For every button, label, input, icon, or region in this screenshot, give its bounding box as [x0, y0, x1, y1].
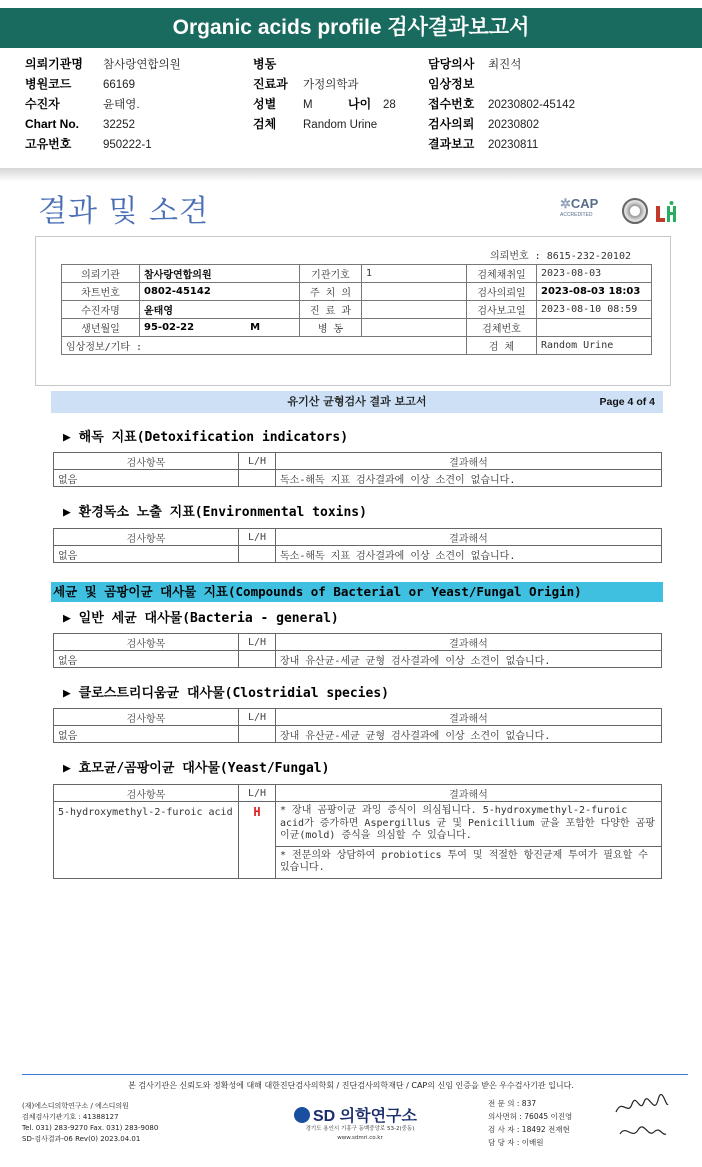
chart-label: Chart No.: [25, 117, 79, 131]
item-cell: 없음: [54, 546, 239, 563]
cell-value: [362, 283, 467, 301]
receipt-label: 접수번호: [428, 97, 475, 111]
col-header-item: 검사항목: [54, 529, 239, 546]
table-row: [54, 651, 662, 668]
patient-info-mid: [253, 55, 396, 135]
cell-value: [537, 319, 652, 337]
table-row: [62, 265, 652, 283]
cell-value: 1: [362, 265, 467, 283]
signer-line: 검 사 자 : 18492 전재현: [488, 1125, 570, 1134]
table-row: [54, 529, 662, 546]
bacteria-table: [53, 633, 662, 668]
footer-org: (재)에스디의학연구소 / 에스디의원: [22, 1102, 129, 1110]
clinical-cell: 임상정보/기타 :: [62, 337, 467, 355]
report-date-label: 결과보고: [428, 137, 475, 151]
item-cell: 없음: [54, 651, 239, 668]
cell-value: 윤태영: [140, 301, 300, 319]
table-row: [54, 802, 662, 847]
table-row: [62, 301, 652, 319]
table-row: [62, 337, 652, 355]
table-row: [54, 709, 662, 726]
doctor-value: 최진석: [488, 59, 522, 71]
recipient-value: 윤태영.: [103, 99, 140, 111]
cell-label: 주 치 의: [300, 283, 362, 301]
birth-date: 95-02-22: [144, 322, 195, 333]
interp-cell: 장내 유산균-세균 균형 검사결과에 이상 소견이 없습니다.: [276, 726, 662, 743]
cell-label: 의뢰기관: [62, 265, 140, 283]
cell-value: Random Urine: [537, 337, 652, 355]
col-header-lh: L/H: [239, 709, 276, 726]
cell-value: [362, 319, 467, 337]
col-header-interp: 결과해석: [276, 529, 662, 546]
sheet-sex: M: [250, 322, 261, 333]
doctor-label: 담당의사: [428, 57, 475, 71]
table-row: [62, 283, 652, 301]
cell-value: [362, 301, 467, 319]
cell-value: 2023-08-10 08:59: [537, 301, 652, 319]
unique-value: 950222-1: [103, 139, 152, 151]
cell-value: [140, 319, 300, 337]
cell-label: 병 동: [300, 319, 362, 337]
cell-label: 검 체: [467, 337, 537, 355]
cell-value: 0802-45142: [140, 283, 300, 301]
sd-logo-text: SD 의학연구소: [313, 1108, 417, 1125]
sex-value: M: [303, 99, 313, 111]
col-header-item: 검사항목: [54, 709, 239, 726]
signer-line: 담 당 자 : 이배원: [488, 1138, 544, 1147]
signer-line: 전 문 의 : 837: [488, 1099, 537, 1108]
col-header-lh: L/H: [239, 634, 276, 651]
chart-value: 32252: [103, 119, 135, 131]
interp-cell: * 장내 곰팡이균 과잉 증식이 의심됩니다. 5-hydroxymethyl-2-furoic acid가 증가하면 Aspergillus 균 및 Penicillium 균을 포함한 다양한 곰팡이균(mold) 증식을 의심할 수 있습니다.: [276, 802, 662, 847]
dept-value: 가정의학과: [303, 79, 359, 91]
col-header-item: 검사항목: [54, 785, 239, 802]
patient-info-right: [428, 55, 575, 155]
cell-value: 2023-08-03 18:03: [537, 283, 652, 301]
interp-cell: * 전문의와 상담하여 probiotics 투여 및 적절한 항진균제 투여가 필요할 수 있습니다.: [276, 846, 662, 878]
table-row: [54, 634, 662, 651]
col-header-lh: L/H: [239, 453, 276, 470]
iso-seal-icon: [622, 198, 648, 224]
interp-cell: 독소-해독 지표 검사결과에 이상 소견이 없습니다.: [276, 546, 662, 563]
section-bacteria: ▶ 일반 세균 대사물(Bacteria - general): [63, 611, 339, 626]
request-date-label: 검사의뢰: [428, 117, 475, 131]
section-detox: ▶ 해독 지표(Detoxification indicators): [63, 430, 349, 445]
hospital-code-value: 66169: [103, 79, 135, 91]
cell-value: 2023-08-03: [537, 265, 652, 283]
website-line: www.sdmri.co.kr: [337, 1135, 383, 1141]
high-flag: H: [253, 805, 261, 819]
unique-label: 고유번호: [25, 137, 72, 151]
report-strip-title: 유기산 균형검사 결과 보고서: [287, 395, 427, 408]
request-date-value: 20230802: [488, 119, 540, 131]
section-clostridial: ▶ 클로스트리디움균 대사물(Clostridial species): [63, 686, 389, 701]
cell-label: 진 료 과: [300, 301, 362, 319]
signature-icon: [612, 1094, 672, 1146]
section-env: ▶ 환경독소 노출 지표(Environmental toxins): [63, 505, 367, 520]
table-row: [54, 785, 662, 802]
age-label: 나이: [348, 97, 372, 111]
report-date-value: 20230811: [488, 139, 539, 151]
footer-divider: [22, 1074, 688, 1075]
cap-logo-text: CAP: [570, 196, 599, 211]
item-cell: 없음: [54, 726, 239, 743]
specimen-label: 검체: [253, 117, 277, 131]
footer-phone: Tel. 031) 283-9270 Fax. 031) 283-9080: [22, 1124, 159, 1132]
divider-shade: [0, 168, 702, 182]
sd-logo: [294, 1103, 417, 1126]
flag-cell: [239, 651, 276, 668]
requester-label: 의뢰기관명: [25, 57, 83, 71]
report-strip: [51, 391, 663, 413]
specimen-value: Random Urine: [303, 119, 378, 131]
col-header-interp: 결과해석: [276, 709, 662, 726]
page-indicator: Page 4 of 4: [599, 396, 655, 408]
clostridial-table: [53, 708, 662, 743]
table-row: [62, 319, 652, 337]
signer-line: 의사면허 : 76045 이진영: [488, 1112, 573, 1121]
col-header-lh: L/H: [239, 785, 276, 802]
clinical-label: 임상정보: [428, 77, 475, 91]
env-table: [53, 528, 662, 563]
category-bar: 세균 및 곰팡이균 대사물 지표(Compounds of Bacterial or Yeast/Fungal Origin): [51, 582, 663, 602]
sd-address: [290, 1125, 430, 1143]
requester-value: 참사랑연합의원: [103, 59, 181, 71]
receipt-value: 20230802-45142: [488, 99, 575, 111]
table-row: [54, 726, 662, 743]
col-header-interp: 결과해석: [276, 453, 662, 470]
flag-cell: [239, 726, 276, 743]
address-line: 경기도 용인시 기흥구 동백중앙로 53-2(중동): [305, 1126, 415, 1132]
interp-cell: 장내 유산균-세균 균형 검사결과에 이상 소견이 없습니다.: [276, 651, 662, 668]
col-header-item: 검사항목: [54, 634, 239, 651]
col-header-lh: L/H: [239, 529, 276, 546]
footer-contact: [22, 1101, 158, 1145]
col-header-interp: 결과해석: [276, 634, 662, 651]
cell-label: 차트번호: [62, 283, 140, 301]
footer-note: 본 검사기관은 신뢰도와 정확성에 대해 대한진단검사의학회 / 진단검사의학재단 / CAP의 신임 인증을 받은 우수검사기관 입니다.: [128, 1081, 574, 1090]
result-title: 결과 및 소견: [38, 194, 209, 229]
table-row: [54, 546, 662, 563]
lab-logo-icon: [654, 200, 678, 224]
section-yeast: ▶ 효모균/곰팡이균 대사물(Yeast/Fungal): [63, 761, 330, 776]
cell-label: 검사보고일: [467, 301, 537, 319]
item-cell: 5-hydroxymethyl-2-furoic acid: [54, 802, 239, 879]
cell-value: 참사랑연합의원: [140, 265, 300, 283]
age-value: 28: [383, 99, 396, 111]
cap-logo-sub: ACCREDITED: [560, 212, 593, 218]
report-title-bar: Organic acids profile 검사결과보고서: [0, 8, 702, 48]
request-number: 의뢰번호 : 8615-232-20102: [490, 251, 631, 262]
table-row: [54, 453, 662, 470]
detox-table: [53, 452, 662, 487]
cell-label: 기관기호: [300, 265, 362, 283]
footer-code: 검체검사기관기호 : 41388127: [22, 1113, 119, 1121]
cell-label: 검사의뢰일: [467, 283, 537, 301]
col-header-item: 검사항목: [54, 453, 239, 470]
flag-cell: [239, 546, 276, 563]
cell-label: 수진자명: [62, 301, 140, 319]
col-header-interp: 결과해석: [276, 785, 662, 802]
cell-label: 검체번호: [467, 319, 537, 337]
patient-info-left: [25, 55, 181, 155]
footer-rev: SD-검사결과-06 Rev(0) 2023.04.01: [22, 1135, 141, 1143]
interp-cell: 독소-해독 지표 검사결과에 이상 소견이 없습니다.: [276, 470, 662, 487]
hospital-code-label: 병원코드: [25, 77, 72, 91]
yeast-table: [53, 784, 662, 879]
sex-label: 성별: [253, 97, 277, 111]
flag-cell: [239, 802, 276, 879]
flag-cell: [239, 470, 276, 487]
cap-logo: ✲CAP ACCREDITED: [560, 196, 618, 222]
dept-label: 진료과: [253, 77, 288, 91]
ward-label: 병동: [253, 57, 277, 71]
cell-label: 검체채취일: [467, 265, 537, 283]
patient-detail-table: [61, 264, 652, 355]
table-row: [54, 470, 662, 487]
sd-logo-icon: [294, 1107, 310, 1123]
cell-label: 생년월일: [62, 319, 140, 337]
footer-signers: [488, 1097, 572, 1149]
recipient-label: 수진자: [25, 97, 60, 111]
item-cell: 없음: [54, 470, 239, 487]
